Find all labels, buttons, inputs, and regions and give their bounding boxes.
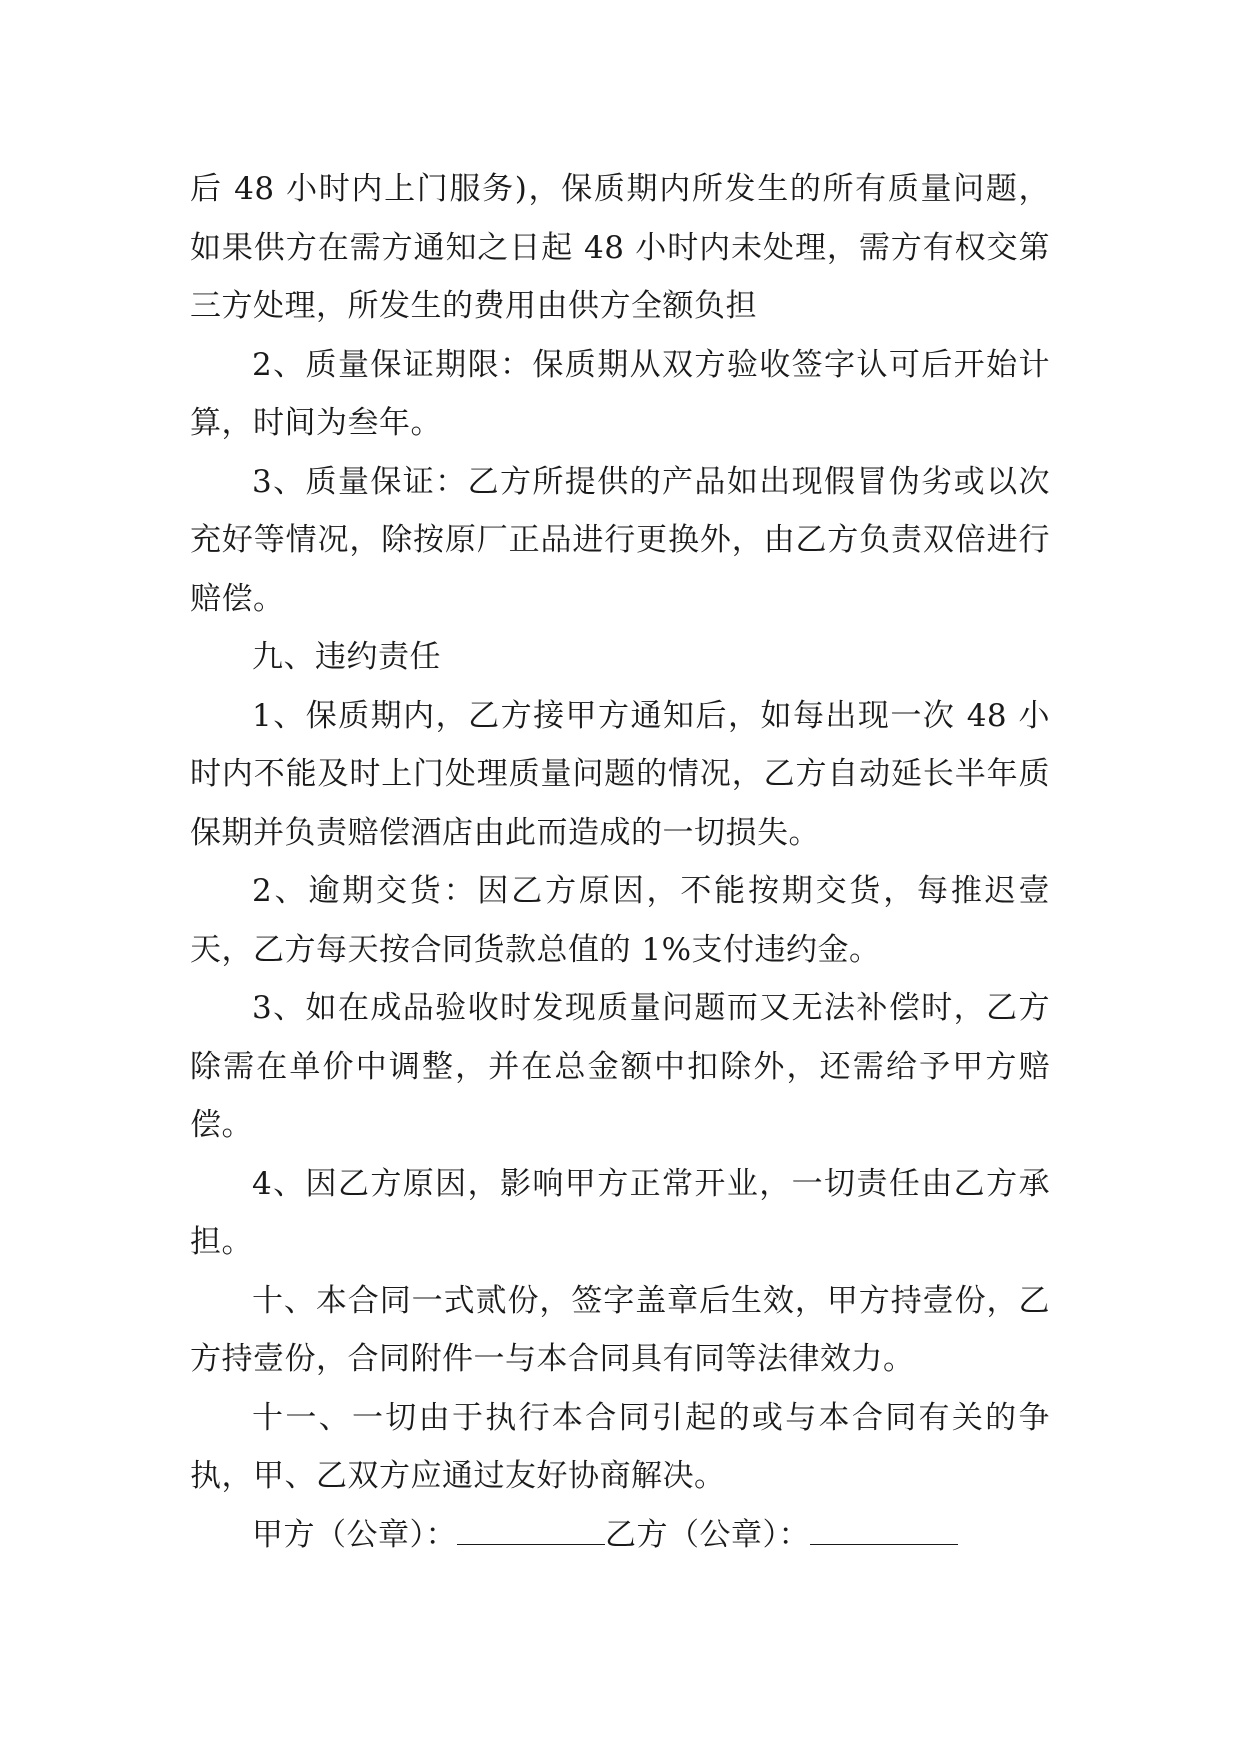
paragraph: 1、保质期内，乙方接甲方通知后，如每出现一次 48 小时内不能及时上门处理质量问题的情况，乙方自动延长半年质保期并负责赔偿酒店由此而造成的一切损失。 [190,697,1050,851]
paragraph: 十、本合同一式贰份，签字盖章后生效，甲方持壹份，乙方持壹份，合同附件一与本合同具有同等法律效力。 [190,1282,1050,1377]
paragraph: 4、因乙方原因，影响甲方正常开业，一切责任由乙方承担。 [190,1165,1050,1260]
paragraph: 2、逾期交货：因乙方原因，不能按期交货，每推迟壹天，乙方每天按合同货款总值的 1%支付违约金。 [190,873,1050,968]
paragraph: 3、质量保证：乙方所提供的产品如出现假冒伪劣或以次充好等情况，除按原厂正品进行更换外，由乙方负责双倍进行赔偿。 [190,463,1050,617]
paragraph: 2、质量保证期限：保质期从双方验收签字认可后开始计算，时间为叁年。 [190,346,1050,441]
party-a-signature-blank [457,1514,605,1545]
document-body [190,160,1050,1564]
signature-line [190,1506,1050,1565]
paragraph: 3、如在成品验收时发现质量问题而又无法补偿时，乙方除需在单价中调整，并在总金额中扣除外，还需给予甲方赔偿。 [190,990,1050,1143]
party-b-label: 乙方（公章）： [605,1516,810,1553]
paragraph: 后 48 小时内上门服务)，保质期内所发生的所有质量问题，如果供方在需方通知之日起 48 小时内未处理，需方有权交第三方处理，所发生的费用由供方全额负担 [190,171,1050,324]
party-a-label: 甲方（公章）： [252,1516,457,1553]
paragraph: 十一、一切由于执行本合同引起的或与本合同有关的争执，甲、乙双方应通过友好协商解决。 [190,1399,1050,1494]
section-heading: 九、违约责任 [252,639,441,675]
party-b-signature-blank [810,1514,958,1545]
